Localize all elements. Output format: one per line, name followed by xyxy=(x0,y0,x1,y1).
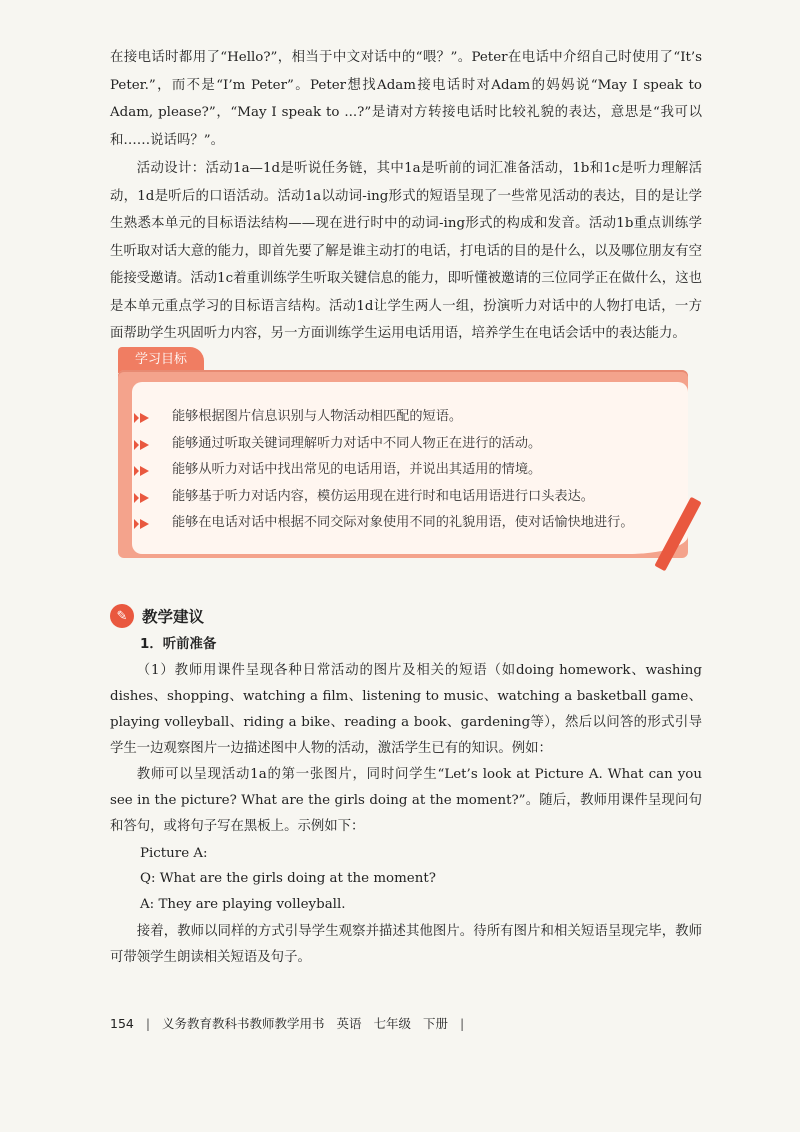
arrow-bullet-icon xyxy=(140,519,149,529)
goal-item xyxy=(138,510,634,537)
example-question: Q: What are the girls doing at the moment? xyxy=(140,871,436,886)
teaching-paragraph-1: （1）教师用课件呈现各种日常活动的图片及相关的短语（如doing homework、washing dishes、shopping、watching a film、listening to music、watching a basketball game、playing volleyball、riding a bike、reading a book、gardening等），然后以问答的形式引导学生一边观察图片一边描述图中人物的活动，激活学生已有的知识。例如： xyxy=(110,663,702,756)
arrow-bullet-icon xyxy=(140,466,149,476)
page-footer: 154 | 义务教育教科书教师教学用书 英语 七年级 下册 | xyxy=(110,1016,465,1031)
goal-item xyxy=(138,457,634,484)
page-number: 154 xyxy=(110,1016,134,1031)
goal-text: 能够根据图片信息识别与人物活动相匹配的短语。 xyxy=(172,409,463,424)
goal-item xyxy=(138,431,634,458)
goal-item xyxy=(138,484,634,511)
arrow-bullet-icon xyxy=(140,440,149,450)
goal-text: 能够通过听取关键词理解听力对话中不同人物正在进行的活动。 xyxy=(172,435,542,451)
sub-heading-pre-listening: 1．听前准备 xyxy=(140,637,217,652)
teaching-paragraph-3: 接着，教师以同样的方式引导学生观察并描述其他图片。待所有图片和相关短语呈现完毕，教师可带领学生朗读相关短语及句子。 xyxy=(110,924,702,965)
teaching-paragraph-2: 教师可以呈现活动1a的第一张图片，同时问学生“Let’s look at Picture A. What can you see in the picture? What are the girls doing at the moment?”。随后，教师用课件呈现问句和答句，或将句子写在黑板上。示例如下： xyxy=(110,767,702,834)
arrow-bullet-icon xyxy=(140,413,149,423)
goal-text: 能够从听力对话中找出常见的电话用语，并说出其适用的情境。 xyxy=(172,462,542,477)
example-label: Picture A: xyxy=(140,846,208,861)
grade: 七年级 xyxy=(373,1016,412,1031)
section-title: 教学建议 xyxy=(142,608,205,626)
activity-design-paragraph: 活动设计：活动1a—1d是听说任务链，其中1a是听前的词汇准备活动，1b和1c是听力理解活动，1d是听后的口语活动。活动1a以动词-ing形式的短语呈现了一些常见活动的表达，目的是让学生熟悉本单元的目标语法结构——现在进行时中的动词-ing形式的构成和发音。活动1b重点训练学生听取对话大意的能力，即首先要了解是谁主动打的电话，打电话的目的是什么，以及哪位朋友有空能接受邀请。活动1c着重训练学生听取关键信息的能力，即听懂被邀请的三位同学正在做什么，这也是本单元重点学习的目标语言结构。活动1d让学生两人一组，扮演听力对话中的人物打电话，一方面帮助学生巩固听力内容，另一方面训练学生运用电话用语，培养学生在电话会话中的表达能力。 xyxy=(110,161,702,341)
learning-goals-list xyxy=(138,404,634,537)
goal-text: 能够在电话对话中根据不同交际对象使用不同的礼貌用语，使对话愉快地进行。 xyxy=(172,515,634,530)
learning-goals-tab: 学习目标 xyxy=(118,347,204,373)
intro-paragraph-1: 在接电话时都用了“Hello?”，相当于中文对话中的“喂？”。Peter在电话中介绍自己时使用了“It’s Peter.”，而不是“I’m Peter”。Peter想找Adam接电话时对Adam的妈妈说“May I speak to Adam, please?”，“May I speak to ...?”是请对方转接电话时比较礼貌的表达，意思是“我可以和……说话吗？”。 xyxy=(110,50,702,148)
subject: 英语 xyxy=(336,1016,362,1031)
goal-item xyxy=(138,404,634,431)
example-answer: A: They are playing volleyball. xyxy=(140,897,346,912)
goal-text: 能够基于听力对话内容，模仿运用现在进行时和电话用语进行口头表达。 xyxy=(172,488,594,504)
volume: 下册 xyxy=(423,1016,449,1031)
arrow-bullet-icon xyxy=(140,493,149,503)
teaching-section-heading xyxy=(110,603,204,629)
teaching-icon: ✎ xyxy=(110,604,134,628)
book-title: 义务教育教科书教师教学用书 xyxy=(162,1016,325,1031)
